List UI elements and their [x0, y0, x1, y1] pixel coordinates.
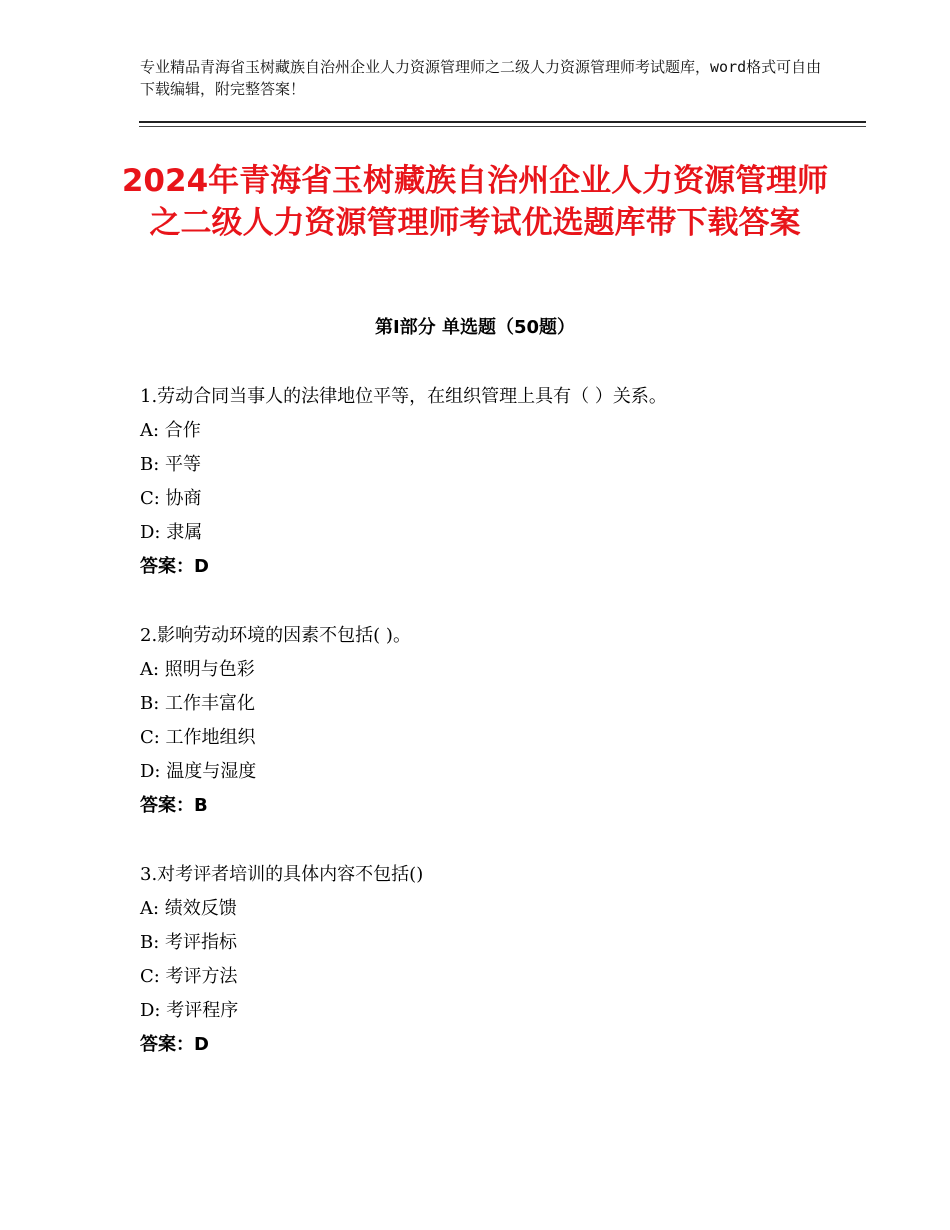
question-stem: 2.影响劳动环境的因素不包括( )。 [140, 625, 411, 646]
question-option: A: 照明与色彩 [140, 659, 255, 680]
document-title: 2024年青海省玉树藏族自治州企业人力资源管理师之二级人力资源管理师考试优选题库带下载答案 [121, 163, 829, 241]
question-answer: 答案：D [140, 1034, 209, 1055]
question-stem: 1.劳动合同当事人的法律地位平等，在组织管理上具有（ ）关系。 [140, 386, 667, 407]
question-answer: 答案：D [140, 556, 209, 577]
page-header-text: 专业精品青海省玉树藏族自治州企业人力资源管理师之二级人力资源管理师考试题库，word格式可自由下载编辑，附完整答案！ [140, 58, 822, 98]
question-option: C: 考评方法 [140, 966, 238, 987]
question-option: C: 协商 [140, 488, 202, 509]
section-heading: 第Ⅰ部分 单选题（50题） [374, 317, 575, 338]
question-stem: 3.对考评者培训的具体内容不包括() [140, 864, 424, 885]
question-option: B: 考评指标 [140, 932, 238, 953]
question-option: B: 平等 [140, 454, 202, 475]
question-option: A: 绩效反馈 [140, 898, 237, 919]
question-option: D: 考评程序 [140, 1000, 239, 1021]
question-option: B: 工作丰富化 [140, 693, 256, 714]
header-divider-thick [139, 121, 866, 123]
question-option: C: 工作地组织 [140, 727, 256, 748]
header-divider-thin [139, 126, 866, 127]
question-answer: 答案：B [140, 795, 208, 816]
question-option: A: 合作 [140, 420, 201, 441]
question-option: D: 温度与湿度 [140, 761, 257, 782]
question-option: D: 隶属 [140, 522, 203, 543]
